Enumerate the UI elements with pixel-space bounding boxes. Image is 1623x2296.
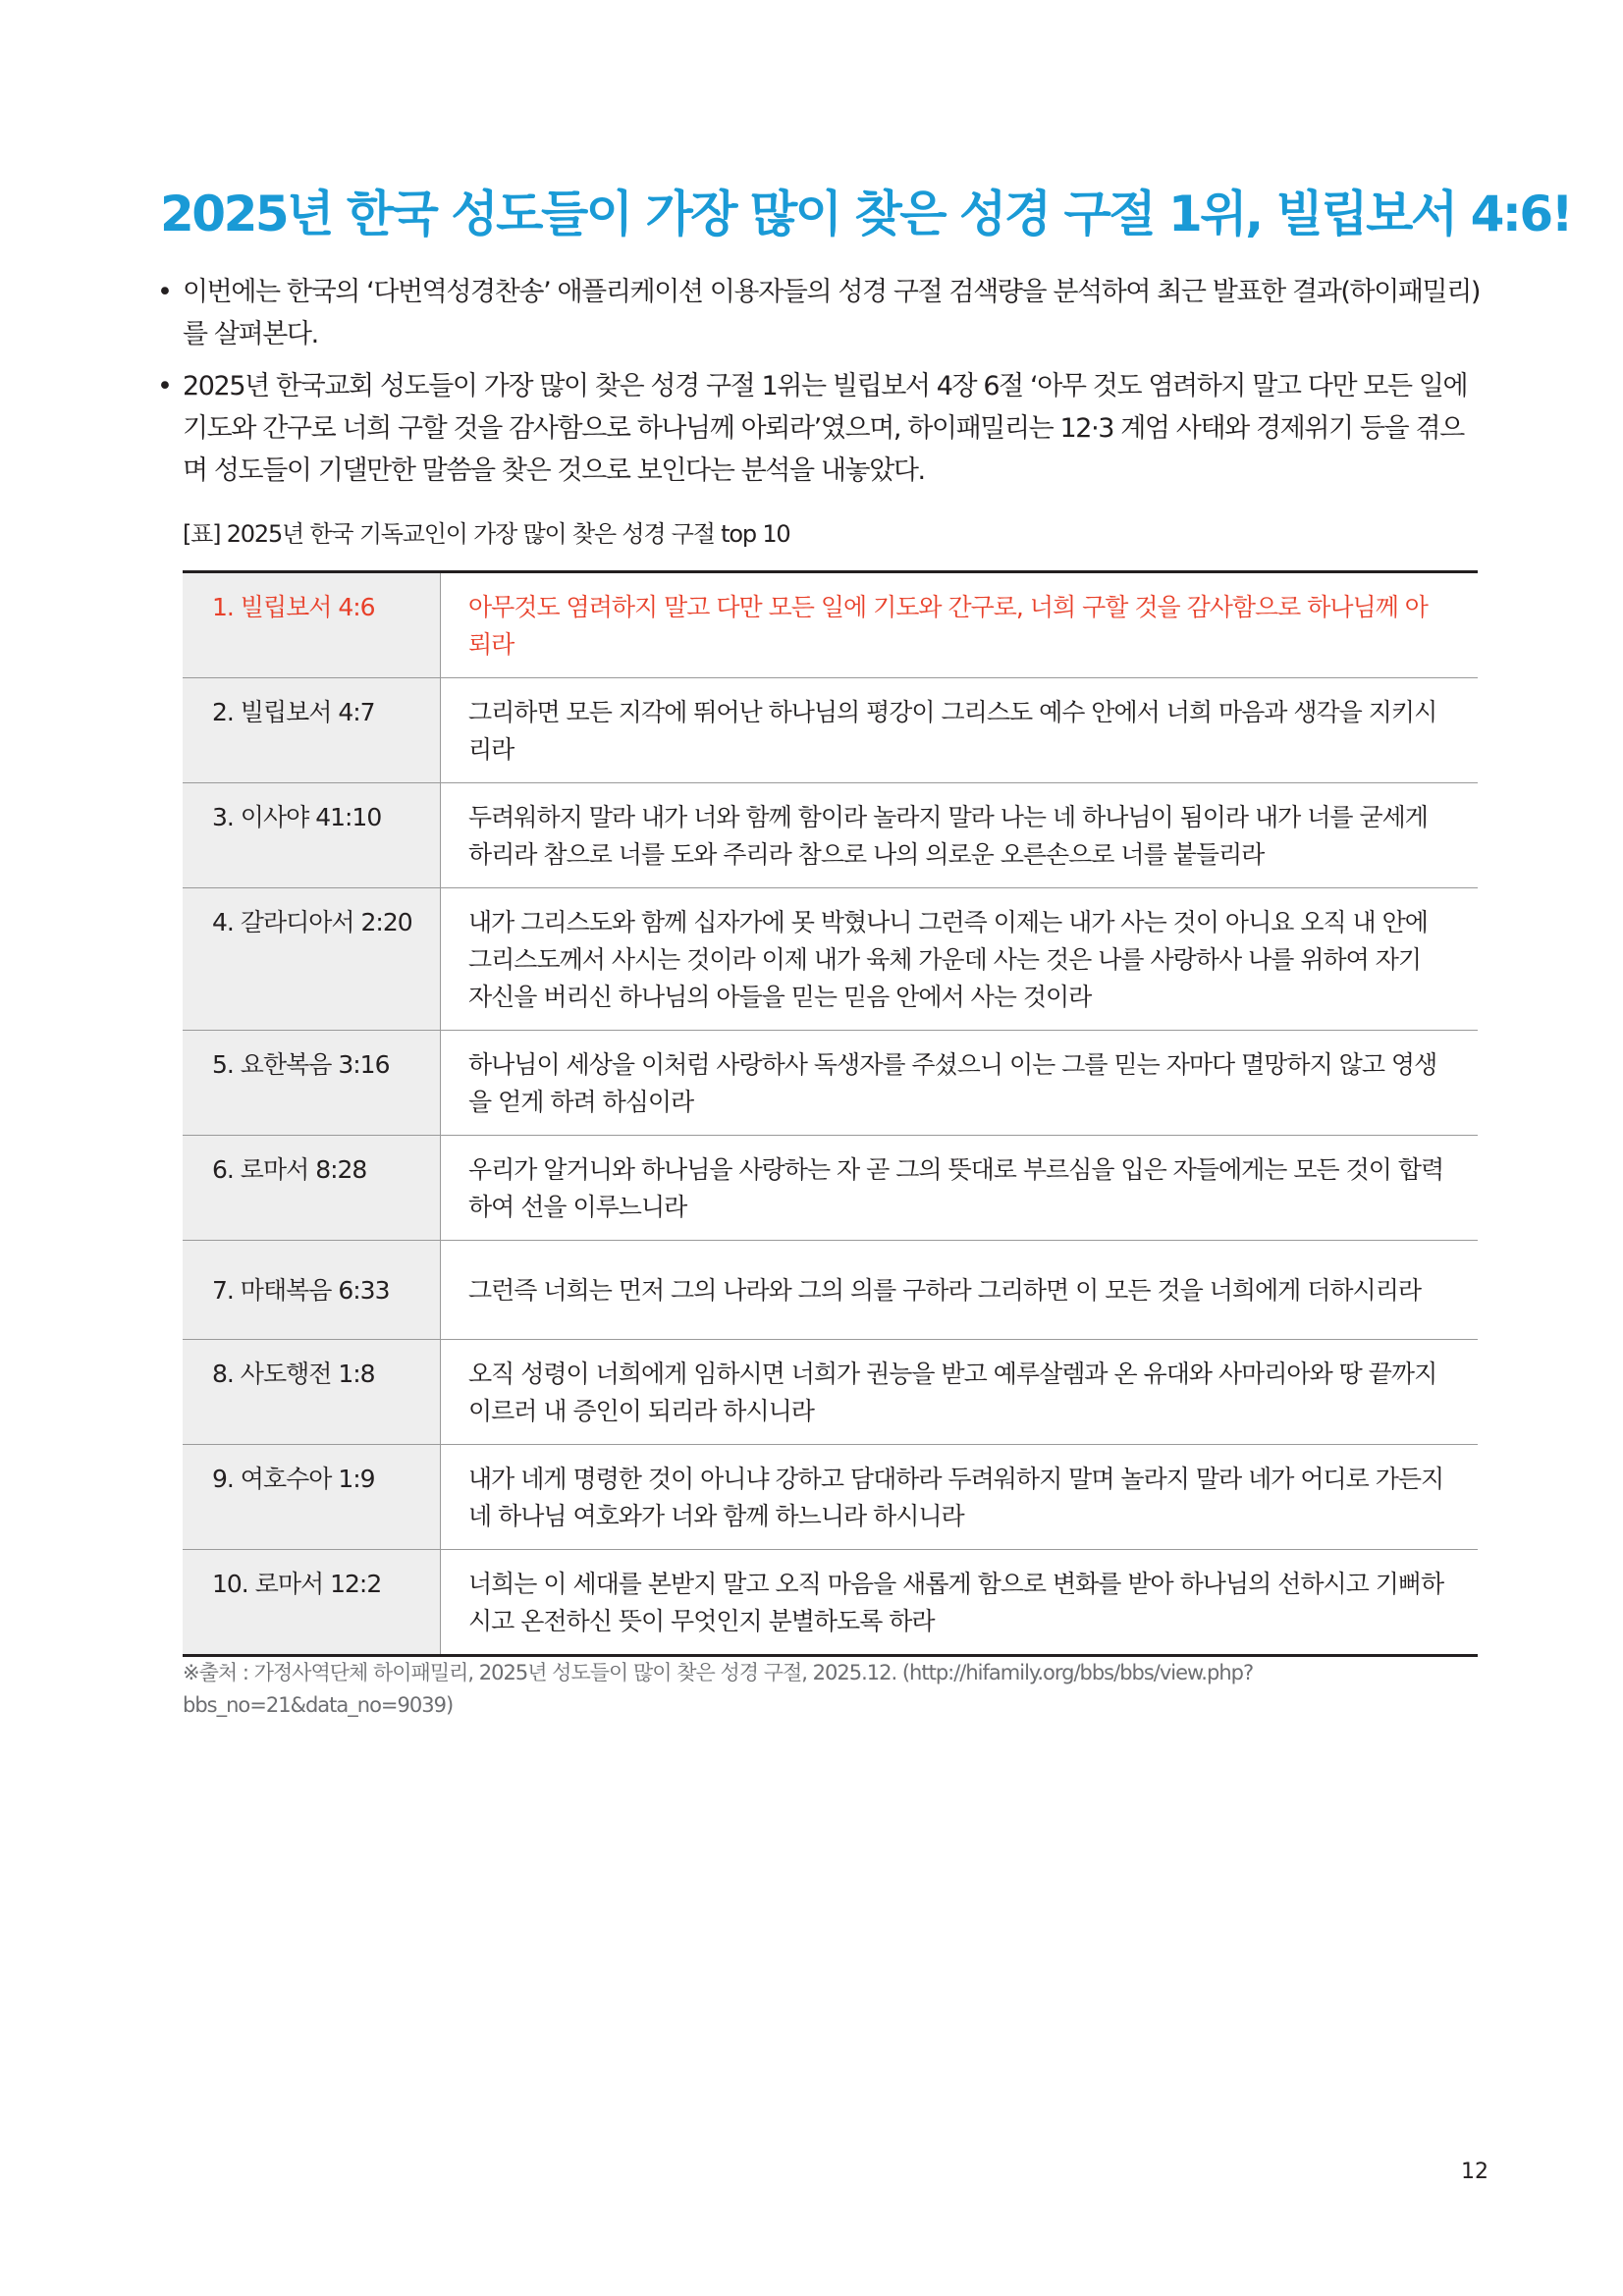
verse-reference: 5. 요한복음 3:16	[183, 1031, 441, 1136]
verse-text: 그리하면 모든 지각에 뛰어난 하나님의 평강이 그리스도 예수 안에서 너희 마음과 생각을 지키시리라	[441, 678, 1479, 783]
bullet-icon: •	[157, 371, 172, 401]
verse-text: 하나님이 세상을 이처럼 사랑하사 독생자를 주셨으니 이는 그를 믿는 자마다 멸망하지 않고 영생을 얻게 하려 하심이라	[441, 1031, 1479, 1136]
verse-reference: 1. 빌립보서 4:6	[183, 572, 441, 678]
verse-reference: 10. 로마서 12:2	[183, 1550, 441, 1656]
table-row	[183, 1445, 1478, 1550]
table-caption: [표] 2025년 한국 기독교인이 가장 많이 찾은 성경 구절 top 10	[183, 520, 790, 548]
bullet-icon: •	[157, 277, 172, 307]
verse-text: 너희는 이 세대를 본받지 말고 오직 마음을 새롭게 함으로 변화를 받아 하나님의 선하시고 기뻐하시고 온전하신 뜻이 무엇인지 분별하도록 하라	[468, 1570, 1444, 1635]
table-row	[183, 1340, 1478, 1445]
table-row	[183, 678, 1478, 783]
table-row	[183, 1550, 1478, 1656]
bullet-text: 2025년 한국교회 성도들이 가장 많이 찾은 성경 구절 1위는 빌립보서 4장 6절 ‘아무 것도 염려하지 말고 다만 모든 일에 기도와 간구로 너희 구할 것을 감사함으로 하나님께 아뢰라’였으며, 하이패밀리는 12·3 계엄 사태와 경제위기 등을 겪으며 성도들이 기댈만한 말씀을 찾은 것으로 보인다는 분석을 내놓았다.	[183, 371, 1468, 486]
bullet-item	[157, 271, 1483, 355]
verse-table	[183, 570, 1478, 1657]
verse-text: 내가 네게 명령한 것이 아니냐 강하고 담대하라 두려워하지 말며 놀라지 말라 네가 어디로 가든지 네 하나님 여호와가 너와 함께 하느니라 하시니라	[441, 1445, 1479, 1550]
verse-text: 두려워하지 말라 내가 너와 함께 함이라 놀라지 말라 나는 네 하나님이 됨이라 내가 너를 굳세게 하리라 참으로 너를 도와 주리라 참으로 나의 의로운 오른손으로 너를 붙들리라	[441, 783, 1479, 888]
bullet-item	[157, 365, 1483, 492]
verse-text: 내가 그리스도와 함께 십자가에 못 박혔나니 그런즉 이제는 내가 사는 것이 아니요 오직 내 안에 그리스도께서 사시는 것이라 이제 내가 육체 가운데 사는 것은 나를 사랑하사 나를 위하여 자기 자신을 버리신 하나님의 아들을 믿는 믿음 안에서 사는 것이라	[441, 888, 1479, 1031]
verse-text: 오직 성령이 너희에게 임하시면 너희가 권능을 받고 예루살렘과 온 유대와 사마리아와 땅 끝까지 이르러 내 증인이 되리라 하시니라	[441, 1340, 1479, 1445]
bullet-text: 이번에는 한국의 ‘다번역성경찬송’ 애플리케이션 이용자들의 성경 구절 검색량을 분석하여 최근 발표한 결과(하이패밀리)를 살펴본다.	[183, 277, 1481, 349]
table-row	[183, 572, 1478, 678]
page-number: 12	[1461, 2160, 1488, 2184]
verse-text: 아무것도 염려하지 말고 다만 모든 일에 기도와 간구로, 너희 구할 것을 감사함으로 하나님께 아뢰라	[441, 572, 1479, 678]
table-row	[183, 1031, 1478, 1136]
verse-reference: 3. 이사야 41:10	[183, 783, 441, 888]
verse-reference: 4. 갈라디아서 2:20	[183, 888, 441, 1031]
verse-reference: 8. 사도행전 1:8	[183, 1340, 441, 1445]
verse-text: 우리가 알거니와 하나님을 사랑하는 자 곧 그의 뜻대로 부르심을 입은 자들에게는 모든 것이 합력하여 선을 이루느니라	[441, 1136, 1479, 1241]
table-row	[183, 1136, 1478, 1241]
table-row	[183, 888, 1478, 1031]
page-title: 2025년 한국 성도들이 가장 많이 찾은 성경 구절 1위, 빌립보서 4:6!	[160, 186, 1571, 242]
table-row	[183, 1241, 1478, 1340]
table-row	[183, 783, 1478, 888]
verse-reference: 9. 여호수아 1:9	[183, 1445, 441, 1550]
source-note: ※출처 : 가정사역단체 하이패밀리, 2025년 성도들이 많이 찾은 성경 구절, 2025.12. (http://hifamily.org/bbs/bbs/view.php?bbs_no=21&data_no=9039)	[183, 1661, 1254, 1717]
verse-text: 그런즉 너희는 먼저 그의 나라와 그의 의를 구하라 그리하면 이 모든 것을 너희에게 더하시리라	[441, 1241, 1479, 1340]
verse-reference: 2. 빌립보서 4:7	[183, 678, 441, 783]
verse-reference: 6. 로마서 8:28	[183, 1136, 441, 1241]
bullet-list	[157, 271, 1483, 502]
verse-reference: 7. 마태복음 6:33	[183, 1241, 441, 1340]
